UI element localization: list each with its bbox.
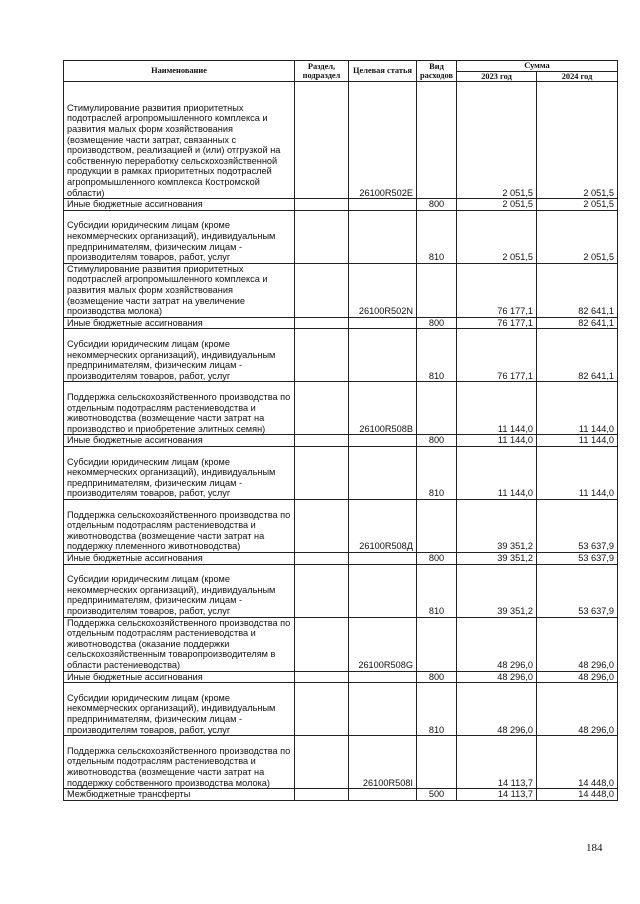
row-sum-2023: 39 351,2 — [457, 564, 537, 617]
row-sum-2023: 48 296,0 — [457, 671, 537, 683]
row-target-article — [349, 789, 417, 801]
table-row — [64, 683, 618, 736]
row-expense-type: 810 — [417, 683, 457, 736]
page-number: 184 — [586, 842, 603, 854]
row-target-article — [349, 671, 417, 683]
row-sum-2023: 76 177,1 — [457, 329, 537, 382]
row-sum-2024: 82 641,1 — [537, 263, 618, 317]
row-section — [295, 199, 349, 211]
row-name: Иные бюджетные ассигнования — [64, 435, 295, 447]
row-expense-type — [417, 382, 457, 435]
row-sum-2023: 14 113,7 — [457, 789, 537, 801]
row-section — [295, 683, 349, 736]
row-expense-type: 800 — [417, 199, 457, 211]
row-section — [295, 435, 349, 447]
row-sum-2024: 82 641,1 — [537, 329, 618, 382]
table-row — [64, 435, 618, 447]
row-section — [295, 499, 349, 552]
header-target-article: Целевая статья — [349, 61, 417, 82]
table-row — [64, 736, 618, 789]
row-target-article: 26100R508G — [349, 617, 417, 671]
row-target-article — [349, 683, 417, 736]
row-section — [295, 552, 349, 564]
row-section — [295, 82, 349, 199]
row-sum-2023: 14 113,7 — [457, 736, 537, 789]
row-expense-type: 800 — [417, 317, 457, 329]
row-sum-2024: 48 296,0 — [537, 617, 618, 671]
row-target-article — [349, 564, 417, 617]
table-row — [64, 317, 618, 329]
row-sum-2024: 53 637,9 — [537, 552, 618, 564]
row-name: Иные бюджетные ассигнования — [64, 671, 295, 683]
header-year-2023: 2023 год — [457, 71, 537, 82]
row-sum-2024: 2 051,5 — [537, 210, 618, 263]
row-name: Стимулирование развития приоритетных подотраслей агропромышленного комплекса и развития малых форм хозяйствования (возмещение части затрат на увеличение производства молока) — [64, 263, 295, 317]
table-row — [64, 671, 618, 683]
row-target-article — [349, 435, 417, 447]
row-sum-2023: 76 177,1 — [457, 317, 537, 329]
row-expense-type — [417, 736, 457, 789]
row-sum-2023: 11 144,0 — [457, 446, 537, 499]
row-name: Субсидии юридическим лицам (кроме некоммерческих организаций), индивидуальным предпринимателям, физическим лицам - производителям товаров, работ, услуг — [64, 329, 295, 382]
row-expense-type: 800 — [417, 435, 457, 447]
row-sum-2023: 2 051,5 — [457, 82, 537, 199]
row-expense-type — [417, 82, 457, 199]
row-expense-type — [417, 499, 457, 552]
row-sum-2024: 11 144,0 — [537, 446, 618, 499]
row-sum-2023: 2 051,5 — [457, 210, 537, 263]
row-expense-type: 800 — [417, 552, 457, 564]
row-section — [295, 317, 349, 329]
row-target-article: 26100R502E — [349, 82, 417, 199]
row-sum-2024: 48 296,0 — [537, 683, 618, 736]
row-sum-2024: 14 448,0 — [537, 736, 618, 789]
row-expense-type: 500 — [417, 789, 457, 801]
row-target-article: 26100R508I — [349, 736, 417, 789]
row-section — [295, 446, 349, 499]
row-expense-type — [417, 263, 457, 317]
header-section: Раздел, подраздел — [295, 61, 349, 82]
table-row — [64, 382, 618, 435]
row-target-article — [349, 552, 417, 564]
header-row-1 — [64, 61, 618, 72]
row-target-article: 26100R502N — [349, 263, 417, 317]
row-sum-2023: 2 051,5 — [457, 199, 537, 211]
table-row — [64, 199, 618, 211]
row-name: Поддержка сельскохозяйственного производства по отдельным подотраслям растениеводства и животноводства (возмещение части затрат на поддержку собственного производства молока) — [64, 736, 295, 789]
header-sum: Сумма — [457, 61, 618, 72]
row-expense-type: 810 — [417, 210, 457, 263]
row-expense-type: 800 — [417, 671, 457, 683]
row-sum-2024: 48 296,0 — [537, 671, 618, 683]
row-name: Субсидии юридическим лицам (кроме некоммерческих организаций), индивидуальным предпринимателям, физическим лицам - производителям товаров, работ, услуг — [64, 564, 295, 617]
row-sum-2024: 14 448,0 — [537, 789, 618, 801]
table-row — [64, 617, 618, 671]
row-expense-type: 810 — [417, 564, 457, 617]
row-target-article — [349, 210, 417, 263]
row-section — [295, 263, 349, 317]
row-name: Иные бюджетные ассигнования — [64, 552, 295, 564]
table-row — [64, 789, 618, 801]
row-sum-2023: 11 144,0 — [457, 382, 537, 435]
row-section — [295, 617, 349, 671]
header-year-2024: 2024 год — [537, 71, 618, 82]
table-row — [64, 82, 618, 199]
row-name: Поддержка сельскохозяйственного производства по отдельным подотраслям растениеводства и животноводства (возмещение части затрат на производство и приобретение элитных семян) — [64, 382, 295, 435]
header-expense-type: Вид расходов — [417, 61, 457, 82]
table-row — [64, 564, 618, 617]
row-target-article — [349, 317, 417, 329]
row-name: Межбюджетные трансферты — [64, 789, 295, 801]
row-name: Субсидии юридическим лицам (кроме некоммерческих организаций), индивидуальным предпринимателям, физическим лицам - производителям товаров, работ, услуг — [64, 446, 295, 499]
row-name: Поддержка сельскохозяйственного производства по отдельным подотраслям растениеводства и животноводства (возмещение части затрат на поддержку племенного животноводства) — [64, 499, 295, 552]
row-name: Стимулирование развития приоритетных подотраслей агропромышленного комплекса и развития малых форм хозяйствования (возмещение части затрат, связанных с производством, реализацией и (или) отгрузкой на собственную переработку сельскохозяйственной продукции в рамках приоритетных подотраслей агропромышленного комплекса Костромской области) — [64, 82, 295, 199]
row-name: Иные бюджетные ассигнования — [64, 317, 295, 329]
table-row — [64, 446, 618, 499]
row-section — [295, 564, 349, 617]
row-expense-type — [417, 617, 457, 671]
table-row — [64, 263, 618, 317]
row-sum-2023: 11 144,0 — [457, 435, 537, 447]
row-section — [295, 210, 349, 263]
row-name: Субсидии юридическим лицам (кроме некоммерческих организаций), индивидуальным предпринимателям, физическим лицам - производителям товаров, работ, услуг — [64, 683, 295, 736]
row-sum-2024: 53 637,9 — [537, 564, 618, 617]
table-row — [64, 329, 618, 382]
row-sum-2023: 76 177,1 — [457, 263, 537, 317]
row-section — [295, 671, 349, 683]
row-section — [295, 382, 349, 435]
row-section — [295, 736, 349, 789]
table-row — [64, 552, 618, 564]
row-sum-2024: 2 051,5 — [537, 199, 618, 211]
table-body — [64, 82, 618, 801]
row-target-article — [349, 329, 417, 382]
row-target-article — [349, 199, 417, 211]
row-sum-2024: 53 637,9 — [537, 499, 618, 552]
row-expense-type: 810 — [417, 446, 457, 499]
row-sum-2023: 48 296,0 — [457, 617, 537, 671]
header-name: Наименование — [64, 61, 295, 82]
row-sum-2023: 39 351,2 — [457, 499, 537, 552]
row-sum-2023: 48 296,0 — [457, 683, 537, 736]
row-sum-2024: 11 144,0 — [537, 382, 618, 435]
row-target-article — [349, 446, 417, 499]
row-sum-2024: 82 641,1 — [537, 317, 618, 329]
row-sum-2024: 2 051,5 — [537, 82, 618, 199]
budget-table — [63, 60, 618, 801]
row-sum-2023: 39 351,2 — [457, 552, 537, 564]
table-row — [64, 499, 618, 552]
row-section — [295, 329, 349, 382]
row-target-article: 26100R508Д — [349, 499, 417, 552]
row-name: Иные бюджетные ассигнования — [64, 199, 295, 211]
row-sum-2024: 11 144,0 — [537, 435, 618, 447]
row-name: Поддержка сельскохозяйственного производства по отдельным подотраслям растениеводства и животноводства (оказание поддержки сельскохозяйственным товаропроизводителям в области растениеводства) — [64, 617, 295, 671]
row-target-article: 26100R508B — [349, 382, 417, 435]
table-row — [64, 210, 618, 263]
row-expense-type: 810 — [417, 329, 457, 382]
row-section — [295, 789, 349, 801]
row-name: Субсидии юридическим лицам (кроме некоммерческих организаций), индивидуальным предпринимателям, физическим лицам - производителям товаров, работ, услуг — [64, 210, 295, 263]
